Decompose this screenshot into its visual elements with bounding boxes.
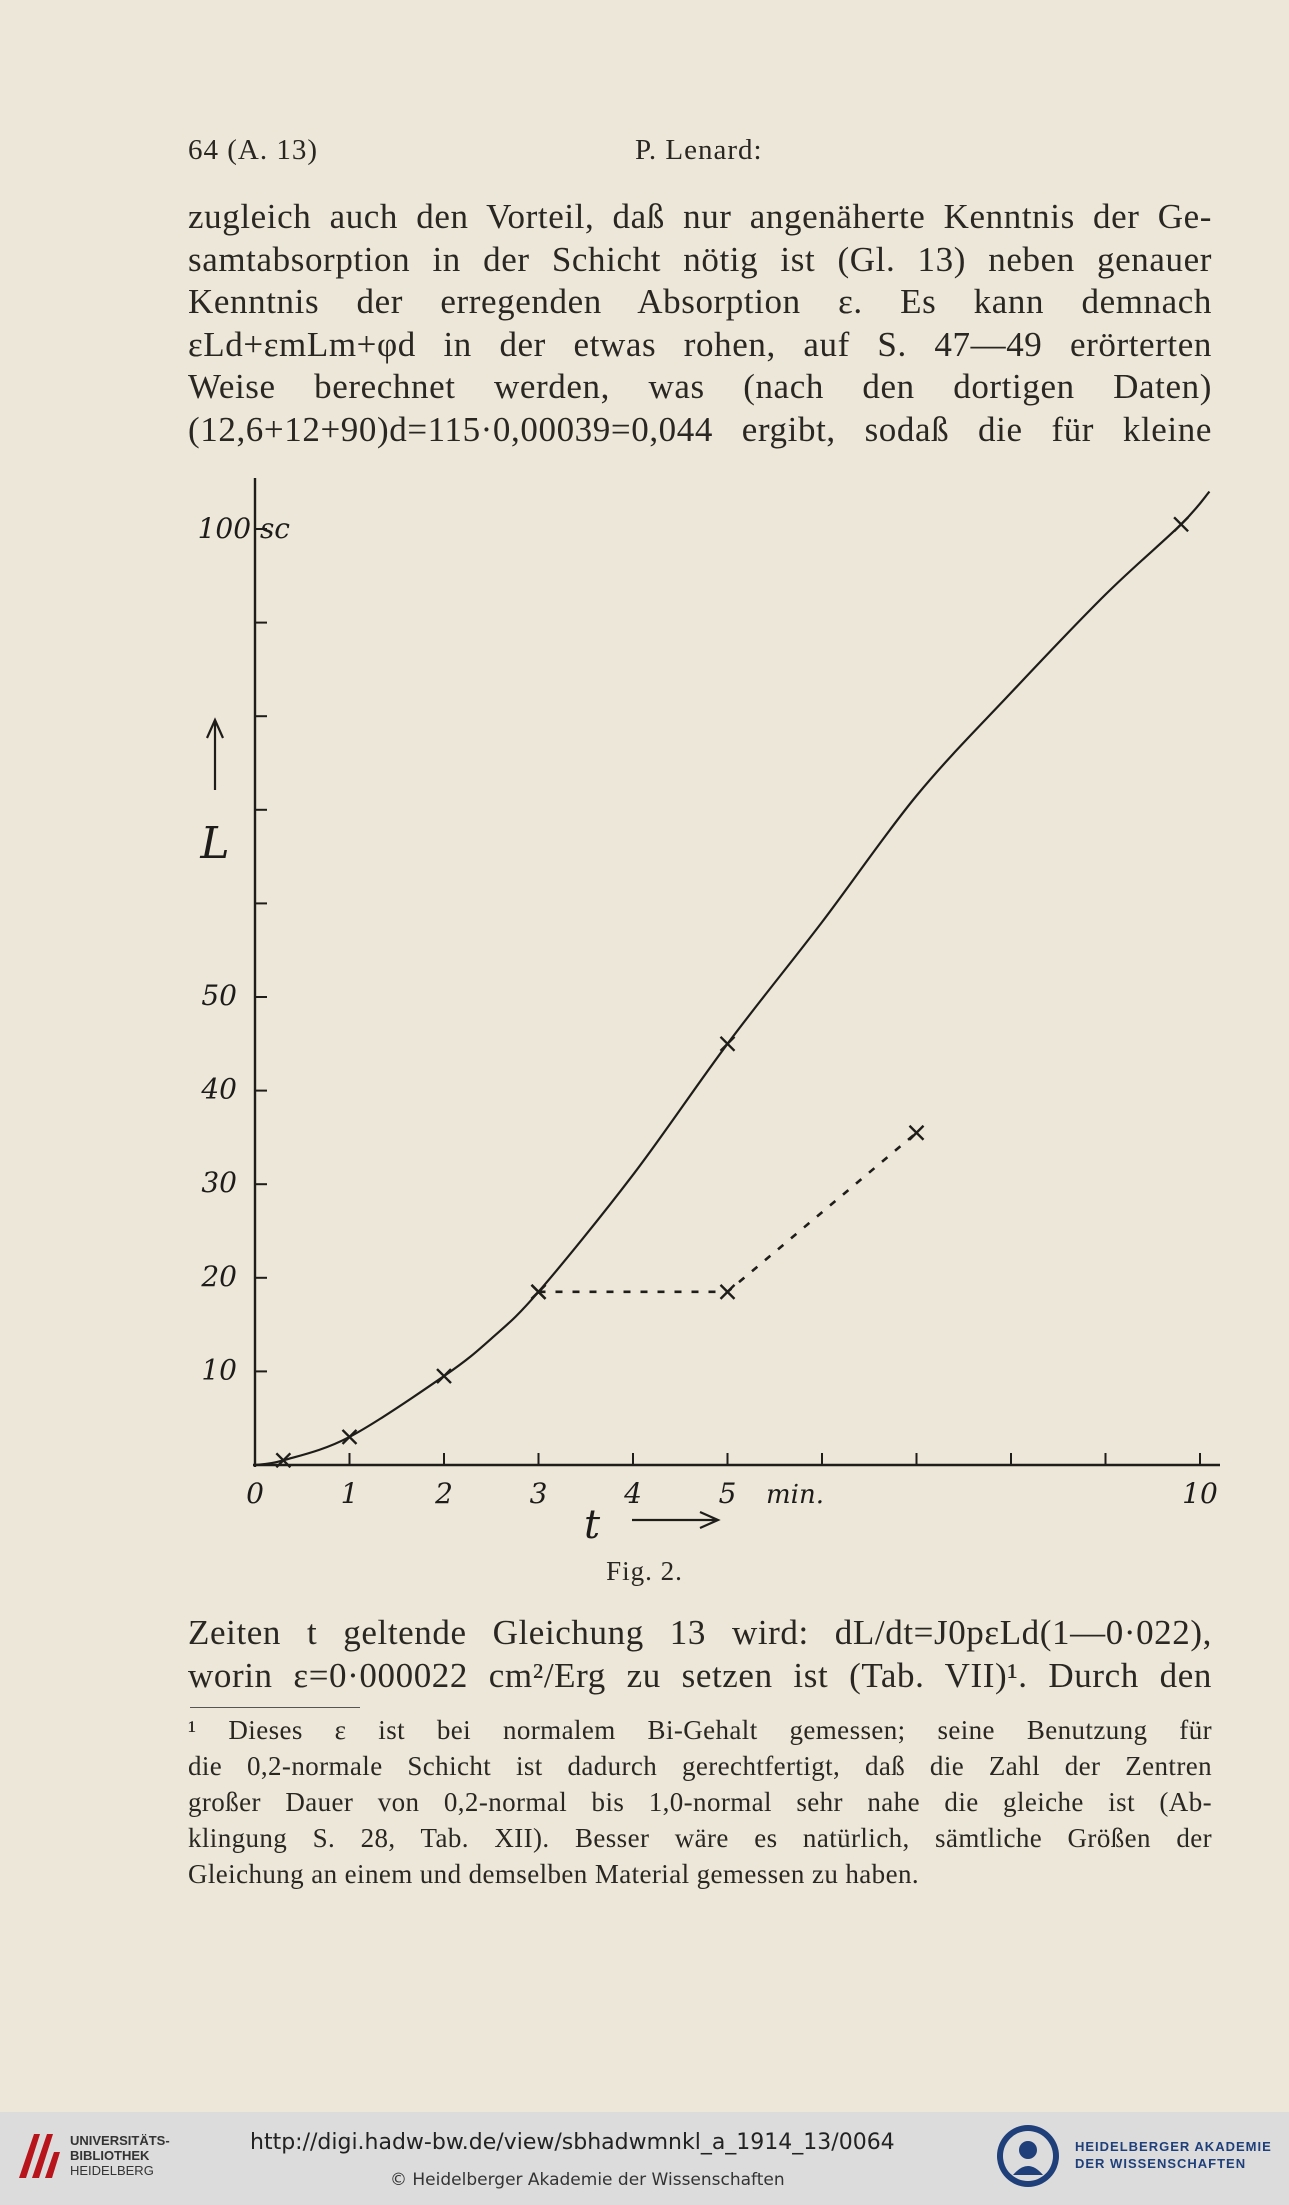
- text-line: worin ε=0·000022 cm²/Erg zu setzen ist (Tab. VII)¹. Durch den: [188, 1655, 1212, 1695]
- x-axis-arrow: [632, 1512, 718, 1528]
- footnote-rule: [190, 1707, 360, 1708]
- footnote: [188, 1712, 1212, 1892]
- data-point-cross: [910, 1126, 924, 1140]
- x-tick-label: 4: [624, 1477, 642, 1510]
- page-reference: 64 (A. 13): [188, 134, 319, 166]
- x-tick-label: 10: [1182, 1477, 1218, 1510]
- academy-seal-icon: [995, 2123, 1061, 2189]
- x-tick-label: 3: [529, 1477, 548, 1510]
- y-tick-label: 30: [201, 1166, 237, 1200]
- data-point-cross: [721, 1285, 735, 1299]
- series-line-dotted: [539, 1133, 917, 1292]
- text-line: (12,6+12+90)d=115·0,00039=0,044 ergibt, sodaß die für kleine: [188, 409, 1212, 449]
- footnote-line: die 0,2-normale Schicht ist dadurch gerechtfertigt, daß die Zahl der Zentren: [188, 1751, 1212, 1781]
- academy-name-line: DER WISSENSCHAFTEN: [1075, 2156, 1247, 2171]
- y-tick-label: 50: [201, 979, 237, 1012]
- y-tick-label: 40: [201, 1072, 237, 1106]
- library-name-line: HEIDELBERG: [70, 2163, 154, 2178]
- data-point-cross: [1174, 517, 1188, 531]
- data-point-cross: [343, 1430, 357, 1444]
- chart-labels: [198, 512, 1218, 1548]
- series-line-solid: [255, 492, 1209, 1465]
- university-library-name: [70, 2133, 170, 2178]
- data-point-cross: [721, 1037, 735, 1051]
- x-tick-label: 1: [340, 1477, 359, 1510]
- x-tick-label: 5: [718, 1477, 737, 1510]
- footnote-line: klingung S. 28, Tab. XII). Besser wäre es natürlich, sämtliche Größen der: [188, 1823, 1212, 1853]
- chart-ticks: [255, 529, 1200, 1465]
- paragraph-bottom: [188, 1612, 1212, 1697]
- academy-name-line: HEIDELBERGER AKADEMIE: [1075, 2139, 1272, 2154]
- y-top-label: 100 sc: [197, 512, 290, 545]
- text-line: Weise berechnet werden, was (nach den dortigen Daten): [188, 367, 1212, 406]
- figure-caption: Fig. 2.: [606, 1556, 683, 1586]
- x-tick-label: 2: [435, 1477, 453, 1510]
- text-line: zugleich auch den Vorteil, daß nur angenäherte Kenntnis der Ge-: [188, 197, 1212, 236]
- author-header: P. Lenard:: [635, 134, 763, 166]
- x-axis-label: t: [583, 1502, 601, 1548]
- library-name-line: UNIVERSITÄTS-: [70, 2133, 170, 2148]
- data-point-cross: [437, 1369, 451, 1383]
- y-tick-label: 10: [201, 1353, 237, 1387]
- text-line: εLd+εmLm+φd in der etwas rohen, auf S. 47—49 erörterten: [188, 324, 1212, 364]
- library-name-line: BIBLIOTHEK: [70, 2148, 150, 2163]
- chart-series: [255, 492, 1209, 1468]
- university-library-logo-icon: [14, 2128, 64, 2184]
- y-axis-label: L: [200, 818, 230, 869]
- text-line: samtabsorption in der Schicht nötig ist (Gl. 13) neben genauer: [188, 239, 1212, 279]
- text-line: Zeiten t geltende Gleichung 13 wird: dL/dt=J0pεLd(1—0·022),: [188, 1613, 1212, 1652]
- academy-name: [1075, 2138, 1272, 2172]
- footnote-line: großer Dauer von 0,2-normal bis 1,0-normal sehr nahe die gleiche ist (Ab-: [188, 1787, 1212, 1817]
- y-tick-label: 20: [201, 1259, 237, 1293]
- permalink-url[interactable]: http://digi.hadw-bw.de/view/sbhadwmnkl_a_1914_13/0064: [250, 2130, 895, 2155]
- footnote-line: ¹ Dieses ε ist bei normalem Bi-Gehalt gemessen; seine Benutzung für: [188, 1715, 1212, 1745]
- x-tick-label: 0: [246, 1477, 264, 1510]
- text-line: Kenntnis der erregenden Absorption ε. Es kann demnach: [188, 282, 1212, 321]
- copyright-notice: © Heidelberger Akademie der Wissenschaften: [390, 2170, 785, 2190]
- x-axis-unit: min.: [766, 1480, 824, 1510]
- footnote-line: Gleichung an einem und demselben Material gemessen zu haben.: [188, 1859, 920, 1889]
- y-axis-arrow: [207, 720, 223, 790]
